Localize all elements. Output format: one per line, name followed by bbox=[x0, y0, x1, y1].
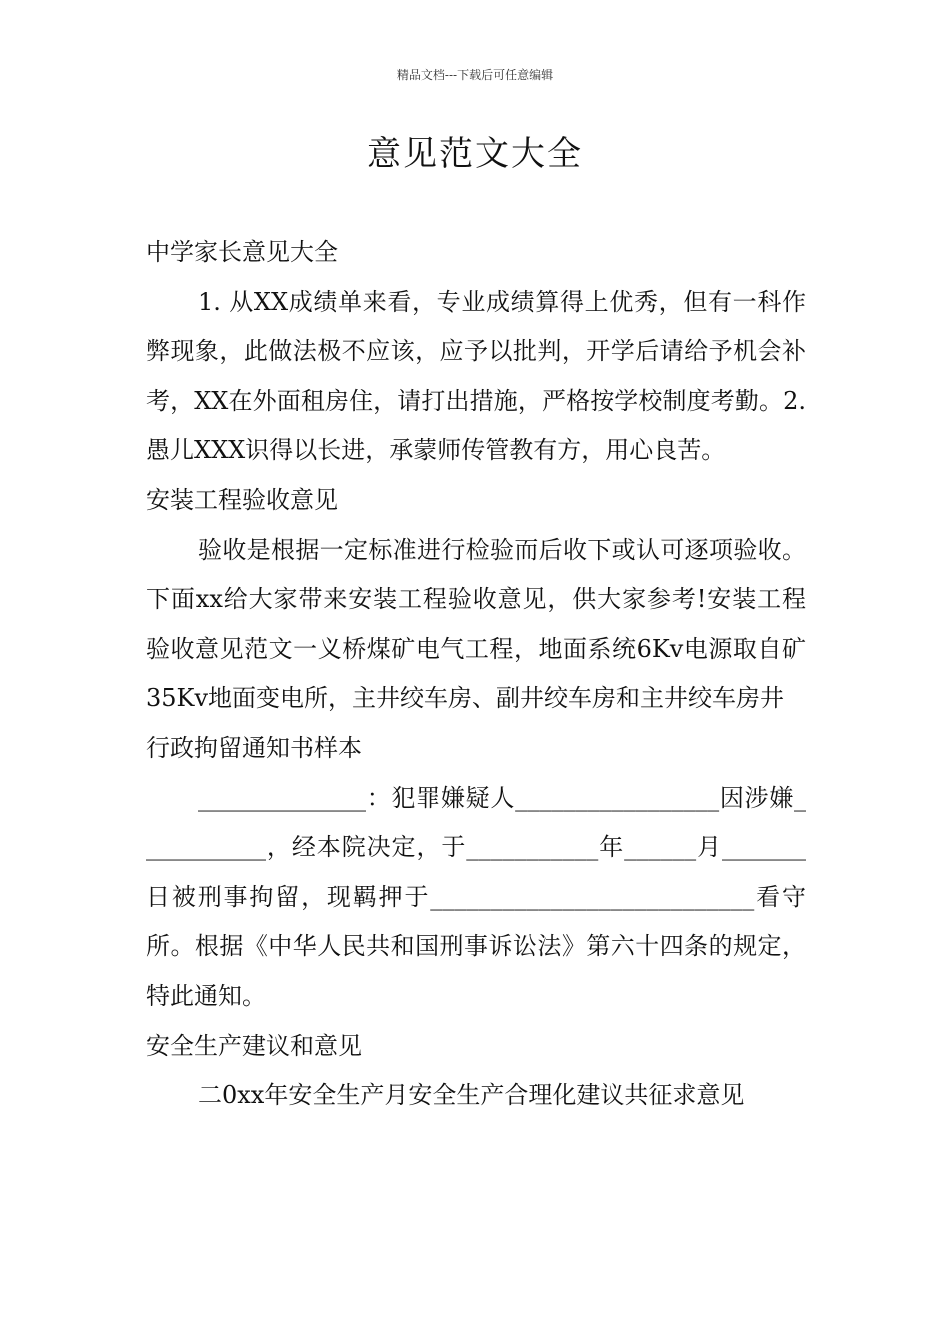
header-note: 精品文档---下载后可任意编辑 bbox=[396, 68, 554, 82]
section-installation-acceptance bbox=[146, 476, 806, 724]
section-heading: 安全生产建议和意见 bbox=[146, 1031, 362, 1060]
section-heading: 行政拘留通知书样本 bbox=[146, 733, 362, 762]
section-paragraph: 二0xx年安全生产月安全生产合理化建议共征求意见 bbox=[198, 1081, 745, 1110]
section-heading: 安装工程验收意见 bbox=[146, 485, 338, 514]
section-paragraph: 验收是根据一定标准进行检验而后收下或认可逐项验收。下面xx给大家带来安装工程验收意见，供大家参考!安装工程验收意见范文一义桥煤矿电气工程，地面系统6Kv电源取自矿35Kv地面变电所，主井绞车房、副井绞车房和主井绞车房井 bbox=[146, 535, 806, 713]
document-title: 意见范文大全 bbox=[367, 134, 583, 174]
section-heading: 中学家长意见大全 bbox=[146, 238, 338, 266]
section-parent-comments bbox=[146, 228, 806, 476]
section-safety-suggestions bbox=[146, 1022, 806, 1121]
section-detention-notice bbox=[146, 724, 806, 1022]
section-paragraph: 1. 从XX成绩单来看，专业成绩算得上优秀，但有一科作弊现象，此做法极不应该，应予以批判，开学后请给予机会补考，XX在外面租房住，请打出措施，严格按学校制度考勤。2. 愚儿XXX识得以长进，承蒙师传管教有方，用心良苦。 bbox=[146, 287, 806, 465]
section-paragraph: ______________：犯罪嫌疑人_________________因涉嫌___________，经本院决定，于___________年______月_______日被刑事拘留，现羁押于___________________________看守所。根据《中华人民共和国刑事诉讼法》第六十四条的规定，特此通知。 bbox=[146, 783, 806, 1010]
document-body bbox=[146, 228, 806, 1121]
